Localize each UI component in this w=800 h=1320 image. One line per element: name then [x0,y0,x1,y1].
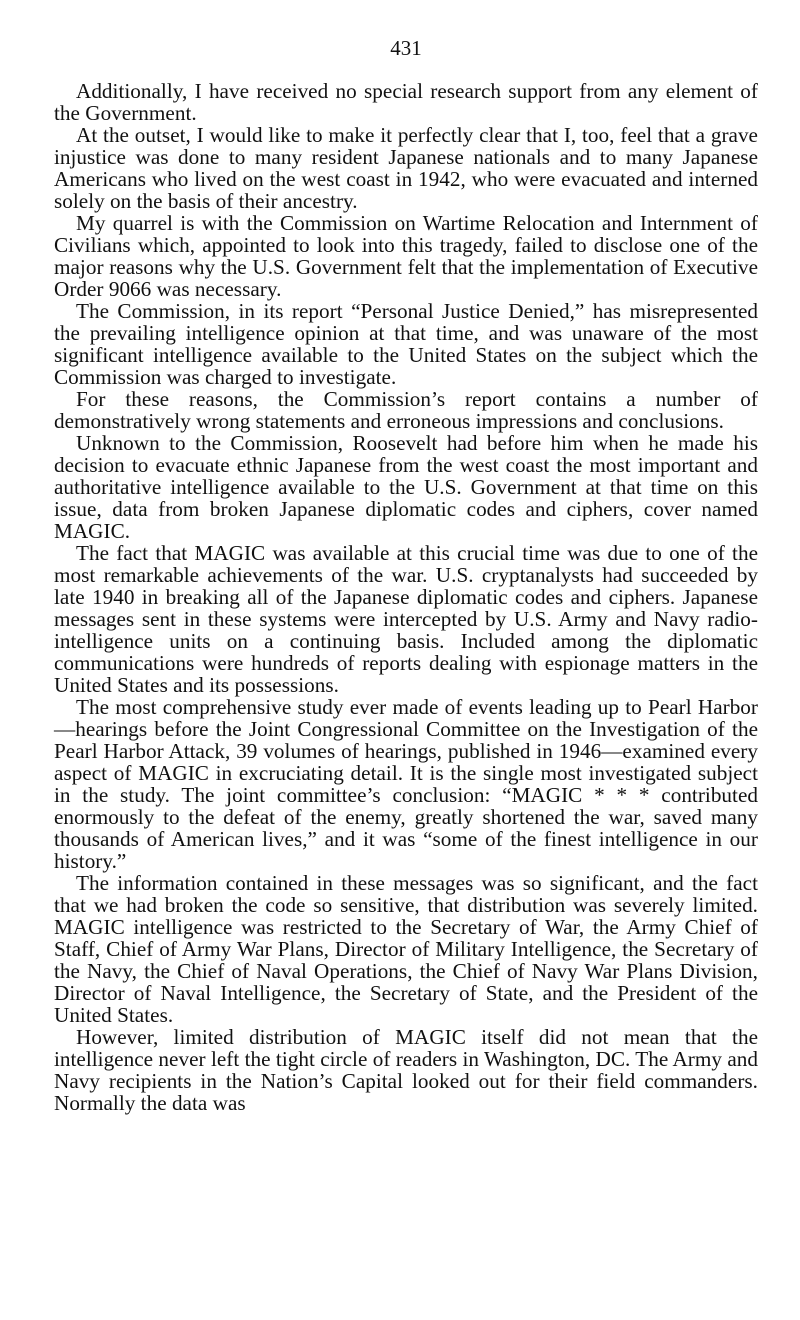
page-number: 431 [390,36,422,60]
paragraph-2: At the outset, I would like to make it perfectly clear that I, too, feel that a grave injustice was done to many resident Japanese nationals and to many Japanese Americans who lived on the west coast in 1942, who were evacuated and interned solely on the basis of their ancestry. [54,123,758,213]
paragraph-1: Additionally, I have received no special research support from any element of the Government. [54,79,758,125]
document-page [54,36,758,1114]
paragraph-10: However, limited distribution of MAGIC itself did not mean that the intelligence never left the tight circle of readers in Washington, DC. The Army and Navy recipients in the Nation’s Capital looked out for their field commanders. Normally the data was [54,1025,758,1115]
paragraph-6: Unknown to the Commission, Roosevelt had before him when he made his decision to evacuate ethnic Japanese from the west coast the most important and authoritative intelligence available to the U.S. Government at that time on this issue, data from broken Japanese diplomatic codes and ciphers, cover named MAGIC. [54,431,758,543]
paragraph-3: My quarrel is with the Commission on Wartime Relocation and Internment of Civilians which, appointed to look into this tragedy, failed to disclose one of the major reasons why the U.S. Government felt that the implementation of Executive Order 9066 was necessary. [54,211,758,301]
paragraph-9: The information contained in these messages was so significant, and the fact that we had broken the code so sensitive, that distribution was severely limited. MAGIC intelligence was restricted to the Secretary of War, the Army Chief of Staff, Chief of Army War Plans, Director of Military Intelligence, the Secretary of the Navy, the Chief of Naval Operations, the Chief of Navy War Plans Division, Director of Naval Intelligence, the Secretary of State, and the President of the United States. [54,871,758,1027]
paragraph-5: For these reasons, the Commission’s report contains a number of demonstratively wrong statements and erroneous impressions and conclusions. [54,387,758,433]
paragraph-4: The Commission, in its report “Personal Justice Denied,” has misrepresented the prevailing intelligence opinion at that time, and was unaware of the most significant intelligence available to the United States on the subject which the Commission was charged to investigate. [54,299,758,389]
paragraph-7: The fact that MAGIC was available at this crucial time was due to one of the most remarkable achievements of the war. U.S. cryptanalysts had succeeded by late 1940 in breaking all of the Japanese diplomatic codes and ciphers. Japanese messages sent in these systems were intercepted by U.S. Army and Navy radio-intelligence units on a continuing basis. Included among the diplomatic communications were hundreds of reports dealing with espionage matters in the United States and its possessions. [54,541,758,697]
paragraph-8: The most comprehensive study ever made of events leading up to Pearl Harbor—hearings before the Joint Congressional Committee on the Investigation of the Pearl Harbor Attack, 39 volumes of hearings, published in 1946—examined every aspect of MAGIC in excruciating detail. It is the single most investigated subject in the study. The joint committee’s conclusion: “MAGIC * * * contributed enormously to the defeat of the enemy, greatly shortened the war, saved many thousands of American lives,” and it was “some of the finest intelligence in our history.” [54,695,758,873]
